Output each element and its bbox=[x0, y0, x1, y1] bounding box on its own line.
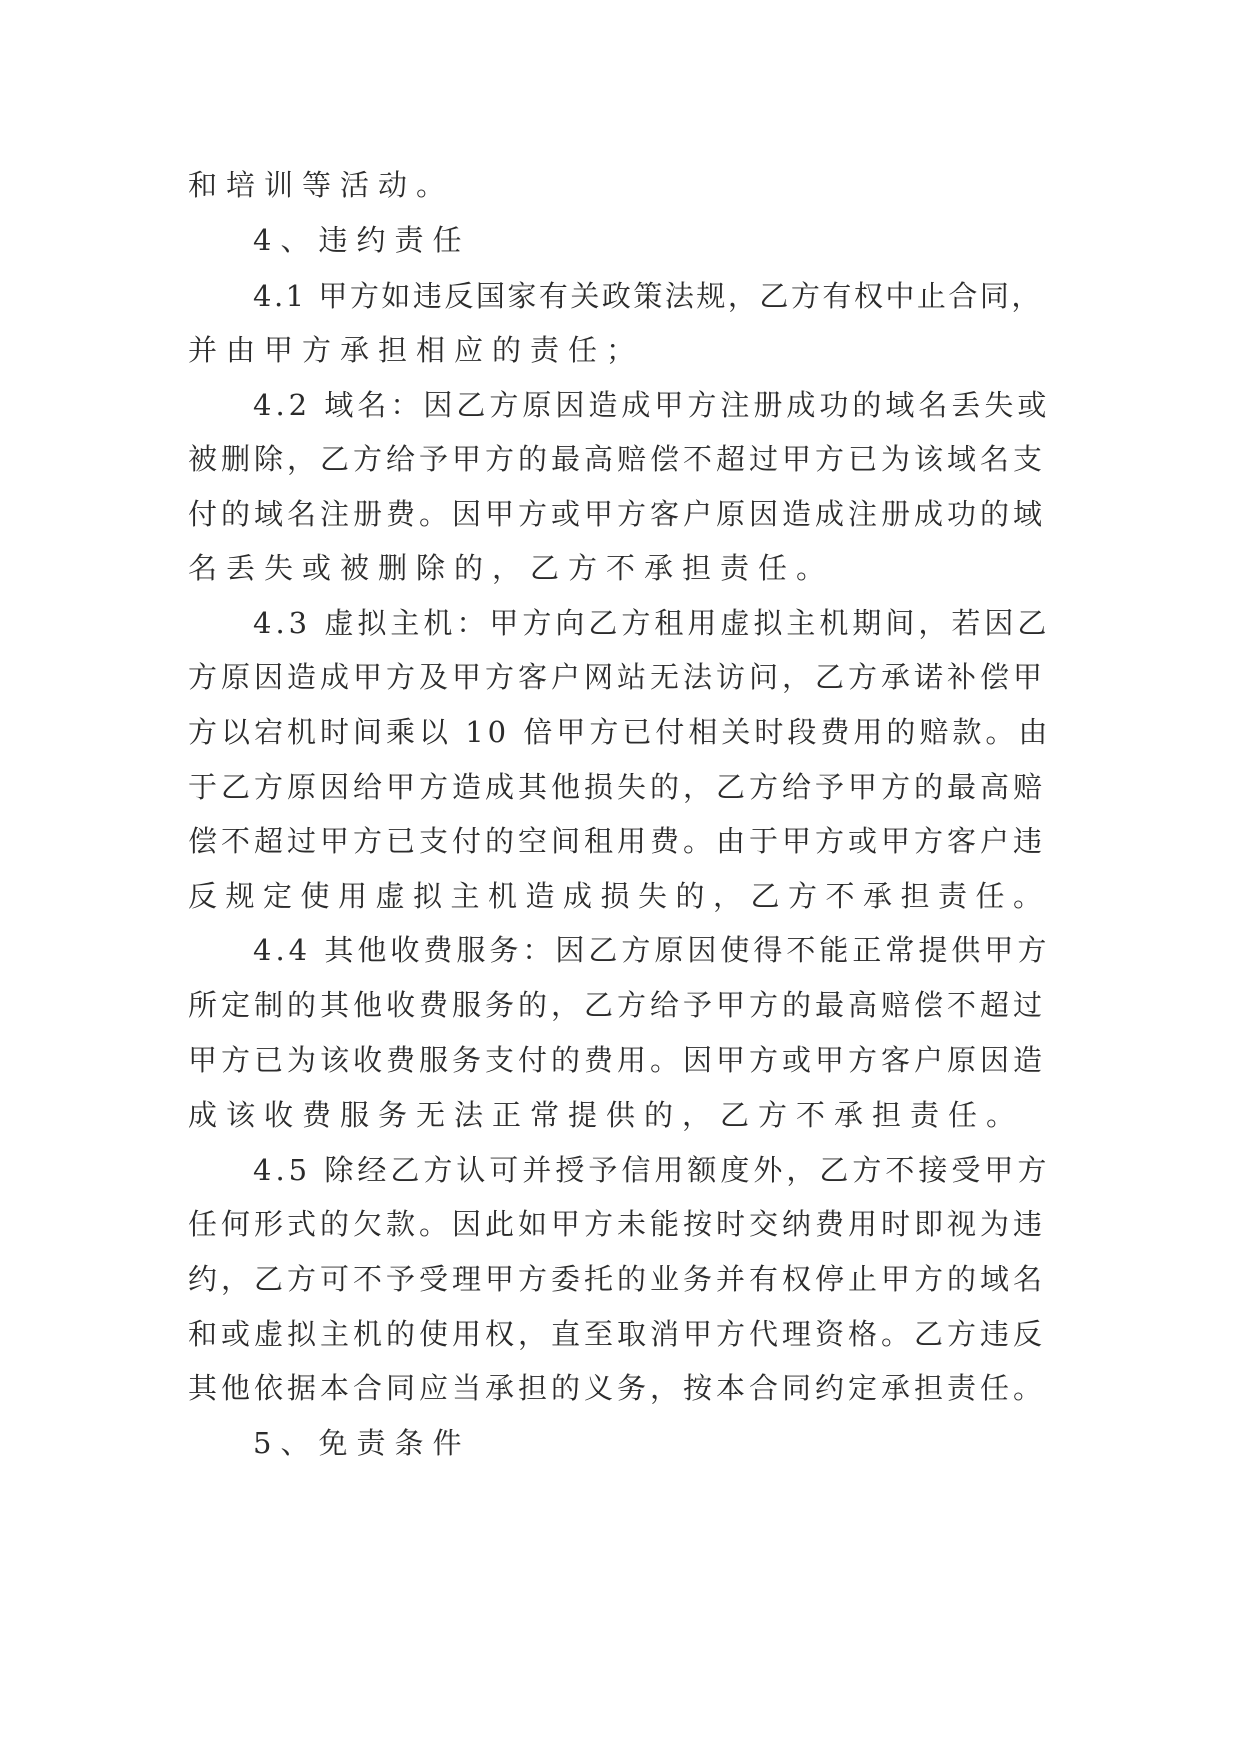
text-line: 所定制的其他收费服务的，乙方给予甲方的最高赔偿不超过 bbox=[188, 988, 1047, 1022]
clause-4-4: 4.4 其他收费服务：因乙方原因使得不能正常提供甲方 bbox=[253, 933, 1051, 967]
text-line: 成该收费服务无法正常提供的，乙方不承担责任。 bbox=[188, 1098, 1025, 1132]
clause-4-3: 4.3 虚拟主机：甲方向乙方租用虚拟主机期间，若因乙 bbox=[253, 606, 1051, 640]
clause-4-1: 4.1 甲方如违反国家有关政策法规，乙方有权中止合同， bbox=[253, 279, 1043, 313]
text-line: 方以宕机时间乘以 10 倍甲方已付相关时段费用的赔款。由 bbox=[188, 715, 1052, 749]
section-heading-5: 5、免责条件 bbox=[253, 1426, 471, 1460]
text-line: 付的域名注册费。因甲方或甲方客户原因造成注册成功的域 bbox=[188, 497, 1047, 531]
text-line: 被删除，乙方给予甲方的最高赔偿不超过甲方已为该域名支 bbox=[188, 442, 1047, 476]
clause-4-2: 4.2 域名：因乙方原因造成甲方注册成功的域名丢失或 bbox=[253, 388, 1051, 422]
text-line: 偿不超过甲方已支付的空间租用费。由于甲方或甲方客户违 bbox=[188, 824, 1047, 858]
clause-4-5: 4.5 除经乙方认可并授予信用额度外，乙方不接受甲方 bbox=[253, 1153, 1051, 1187]
text-line: 和或虚拟主机的使用权，直至取消甲方代理资格。乙方违反 bbox=[188, 1317, 1047, 1351]
text-line: 和培训等活动。 bbox=[188, 168, 455, 202]
text-line: 并由甲方承担相应的责任； bbox=[188, 333, 645, 367]
text-line: 其他依据本合同应当承担的义务，按本合同约定承担责任。 bbox=[188, 1371, 1047, 1405]
text-line: 方原因造成甲方及甲方客户网站无法访问，乙方承诺补偿甲 bbox=[188, 660, 1047, 694]
text-line: 反规定使用虚拟主机造成损失的，乙方不承担责任。 bbox=[188, 879, 1051, 913]
section-heading-4: 4、违约责任 bbox=[253, 223, 471, 257]
text-line: 名丢失或被删除的，乙方不承担责任。 bbox=[188, 551, 835, 585]
text-line: 约，乙方可不予受理甲方委托的业务并有权停止甲方的域名 bbox=[188, 1262, 1047, 1296]
text-line: 任何形式的欠款。因此如甲方未能按时交纳费用时即视为违 bbox=[188, 1207, 1047, 1241]
text-line: 于乙方原因给甲方造成其他损失的，乙方给予甲方的最高赔 bbox=[188, 770, 1047, 804]
text-line: 甲方已为该收费服务支付的费用。因甲方或甲方客户原因造 bbox=[188, 1043, 1047, 1077]
